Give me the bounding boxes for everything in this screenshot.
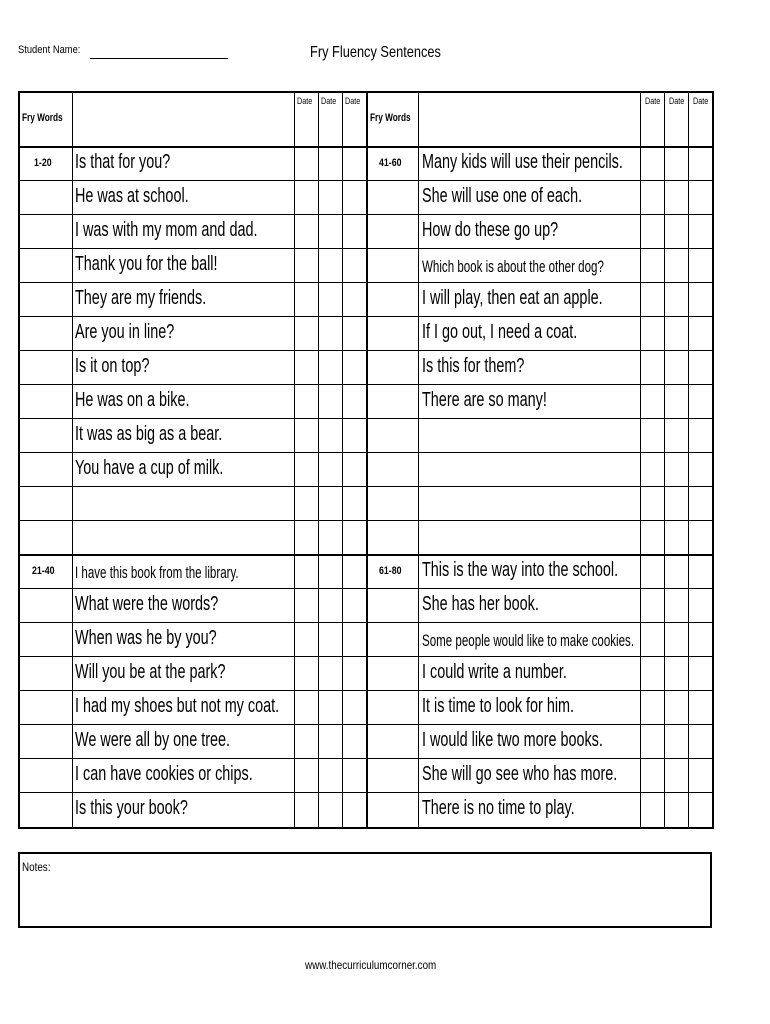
date-header: Date <box>345 96 361 106</box>
sentence: Is this for them? <box>422 355 525 377</box>
sentence: She will go see who has more. <box>422 763 618 785</box>
sentence: She will use one of each. <box>422 185 583 207</box>
section-divider <box>18 554 714 556</box>
range-label: 61-80 <box>379 565 402 577</box>
row-divider <box>18 792 714 793</box>
table-bottom-border <box>18 827 714 829</box>
table-top-border <box>18 91 714 93</box>
column-divider <box>18 91 20 827</box>
footer-url: www.thecurriculumcorner.com <box>305 958 437 972</box>
row-divider <box>18 690 714 691</box>
row-divider <box>18 452 714 453</box>
sentence: He was at school. <box>75 185 189 207</box>
sentence: They are my friends. <box>75 287 207 309</box>
sentence: She has her book. <box>422 593 539 615</box>
row-divider <box>18 622 714 623</box>
student-name-line[interactable] <box>90 58 228 59</box>
sentence: I could write a number. <box>422 661 567 683</box>
sentence: Thank you for the ball! <box>75 253 218 275</box>
column-divider <box>418 91 419 827</box>
sentence: Will you be at the park? <box>75 661 226 683</box>
row-divider <box>18 316 714 317</box>
column-divider <box>664 91 665 827</box>
row-divider <box>18 384 714 385</box>
date-header: Date <box>297 96 313 106</box>
sentence: It was as big as a bear. <box>75 423 223 445</box>
row-divider <box>18 350 714 351</box>
sentence: Is it on top? <box>75 355 150 377</box>
student-name-label: Student Name: <box>18 44 81 56</box>
sentence: Many kids will use their pencils. <box>422 151 623 173</box>
row-divider <box>18 180 714 181</box>
sentence: This is the way into the school. <box>422 559 619 581</box>
date-header: Date <box>645 96 661 106</box>
date-header: Date <box>321 96 337 106</box>
range-label: 21-40 <box>32 565 55 577</box>
sentence: Some people would like to make cookies. <box>422 631 635 650</box>
row-divider <box>18 486 714 487</box>
sentence: When was he by you? <box>75 627 217 649</box>
notes-label: Notes: <box>22 860 51 874</box>
page-title: Fry Fluency Sentences <box>310 44 441 61</box>
sentence: There are so many! <box>422 389 547 411</box>
sentence: Which book is about the other dog? <box>422 257 604 276</box>
sentence: I have this book from the library. <box>75 563 239 582</box>
notes-box[interactable] <box>18 852 712 928</box>
date-header: Date <box>693 96 709 106</box>
date-header: Date <box>669 96 685 106</box>
sentence: How do these go up? <box>422 219 559 241</box>
sentence: What were the words? <box>75 593 219 615</box>
sentence: You have a cup of milk. <box>75 457 224 479</box>
sentence: I was with my mom and dad. <box>75 219 258 241</box>
sentence: It is time to look for him. <box>422 695 575 717</box>
row-divider <box>18 588 714 589</box>
row-divider <box>18 656 714 657</box>
row-divider <box>18 758 714 759</box>
row-divider <box>18 724 714 725</box>
column-divider <box>640 91 641 827</box>
sentence: We were all by one tree. <box>75 729 231 751</box>
row-divider <box>18 214 714 215</box>
sentence: I will play, then eat an apple. <box>422 287 603 309</box>
column-divider <box>688 91 689 827</box>
sentence: There is no time to play. <box>422 797 575 819</box>
column-divider <box>712 91 714 827</box>
range-label: 1-20 <box>34 157 52 169</box>
sentence: I had my shoes but not my coat. <box>75 695 280 717</box>
sentence: Are you in line? <box>75 321 175 343</box>
sentence: If I go out, I need a coat. <box>422 321 578 343</box>
column-divider <box>72 91 73 827</box>
column-divider <box>342 91 343 827</box>
column-divider <box>366 91 368 827</box>
column-divider <box>318 91 319 827</box>
row-divider <box>18 248 714 249</box>
sentence: Is this your book? <box>75 797 188 819</box>
sentence: Is that for you? <box>75 151 171 173</box>
row-divider <box>18 418 714 419</box>
sentence: I would like two more books. <box>422 729 603 751</box>
row-divider <box>18 282 714 283</box>
fry-words-header: Fry Words <box>22 112 63 124</box>
row-divider <box>18 520 714 521</box>
sentence: He was on a bike. <box>75 389 190 411</box>
header-divider <box>18 146 714 148</box>
sentence: I can have cookies or chips. <box>75 763 253 785</box>
range-label: 41-60 <box>379 157 402 169</box>
fry-words-header: Fry Words <box>370 112 411 124</box>
column-divider <box>294 91 295 827</box>
